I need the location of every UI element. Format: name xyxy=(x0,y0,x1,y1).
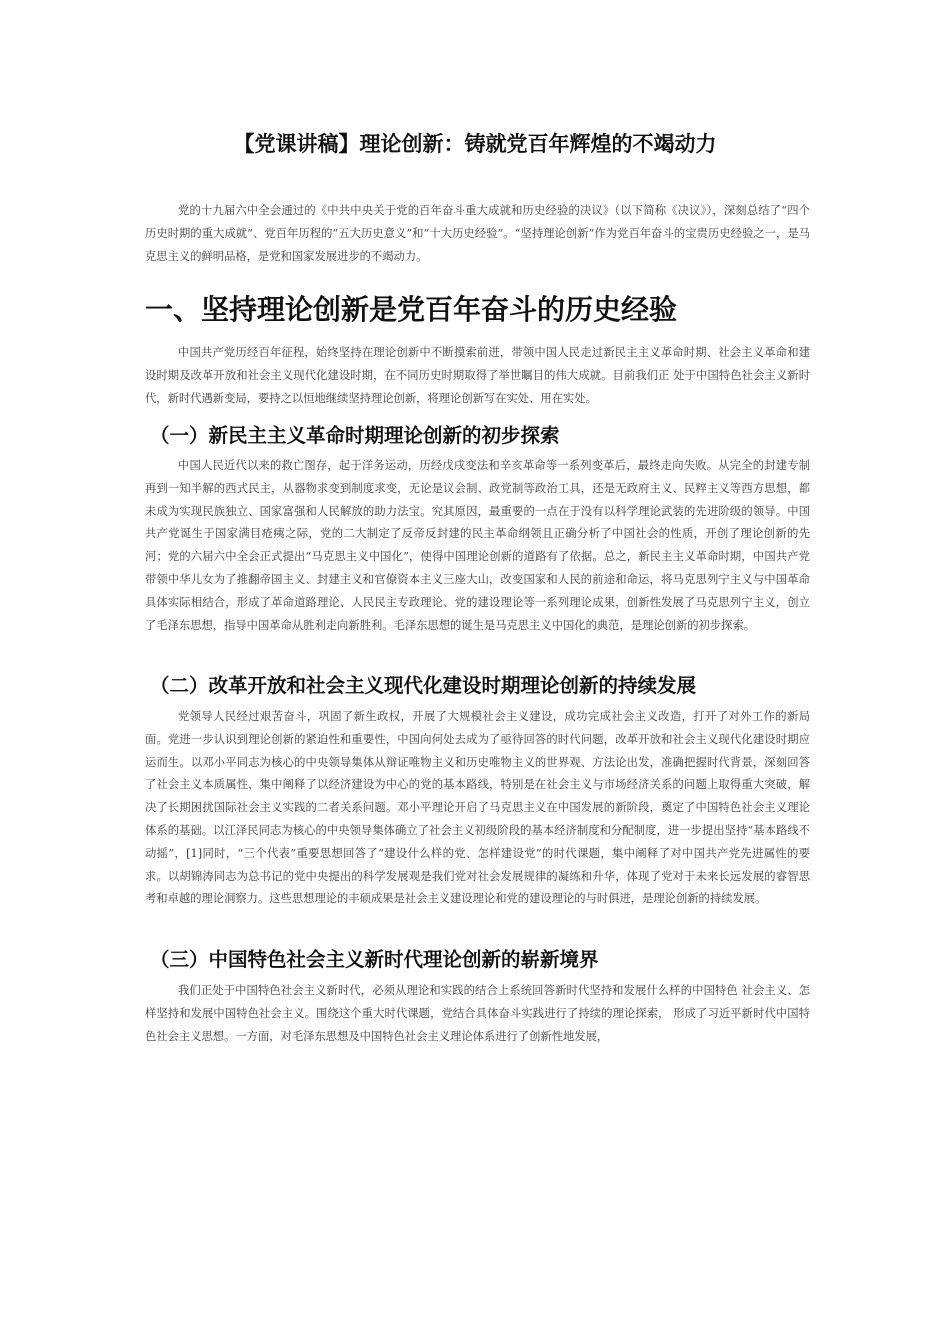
subsection-3-paragraph: 我们正处于中国特色社会主义新时代，必须从理论和实践的结合上系统回答新时代坚持和发展什么样的中国特色 社会主义、怎样坚持和发展中国特色社会主义。围绕这个重大时代课题，党结合具体奋斗实践进行了持续的理论探索， 形成了习近平新时代中国特色社会主义思想。一方面，对毛泽东思想及中国特色社会主义理论体系进行了创新性地发展， xyxy=(145,984,810,1043)
subsection-2-paragraph: 党领导人民经过艰苦奋斗，巩固了新生政权，开展了大规模社会主义建设，成功完成社会主义改造，打开了对外工作的新局面。党进一步认识到理论创新的紧迫性和重要性，中国向何处去成为了亟待回答的时代问题，改革开放和社会主义现代化建设时期应运而生。以邓小平同志为核心的中央领导集体从辩证唯物主义和历史唯物主义的世界观、方法论出发，准确把握时代背景，深刻回答了社会主义本质属性，集中阐释了以经济建设为中心的党的基本路线，特别是在社会主义与市场经济关系的问题上取得重大突破，解决了长期困扰国际社会主义实践的二者关系问题。邓小平理论开启了马克思主义在中国发展的新阶段，奠定了中国特色社会主义理论体系的基础。以江泽民同志为核心的中央领导集体确立了社会主义初级阶段的基本经济制度和分配制度，进一步提出坚持“基本路线不动摇”，[1]同时，“三个代表”重要思想回答了“建设什么样的党、怎样建设党”的时代课题，集中阐释了对中国共产党先进属性的要求。以胡锦涛同志为总书记的党中央提出的科学发展观是我们党对社会发展规律的凝练和升华，体现了党对于未来长远发展的睿智思考和卓越的理论洞察力。这些思想理论的丰硕成果是社会主义建设理论和党的建设理论的与时俱进，是理论创新的持续发展。 xyxy=(145,710,810,906)
subsection-2-heading: （二）改革开放和社会主义现代化建设时期理论创新的持续发展 xyxy=(150,674,697,697)
section-1-paragraph: 中国共产党历经百年征程，始终坚持在理论创新中不断摸索前进，带领中国人民走过新民主主义革命时期、社会主义革命和建设时期及改革开放和社会主义现代化建设时期，在不同历史时期取得了举世瞩目的伟大成就。目前我们正 处于中国特色社会主义新时代，新时代遇新变局，要持之以恒地继续坚持理论创新，将理论创新写在实处、用在实处。 xyxy=(145,346,810,405)
subsection-3-heading: （三）中国特色社会主义新时代理论创新的崭新境界 xyxy=(150,948,599,971)
subsection-1-heading: （一）新民主主义革命时期理论创新的初步探索 xyxy=(150,424,560,447)
intro-paragraph: 党的十九届六中全会通过的《中共中央关于党的百年奋斗重大成就和历史经验的决议》（以下简称《决议》），深刻总结了“四个历史时期的重大成就”、党百年历程的“五大历史意义”和“十大历史经验”。“坚持理论创新”作为党百年奋斗的宝贵历史经验之一，是马克思主义的鲜明品格，是党和国家发展进步的不竭动力。 xyxy=(145,204,810,263)
subsection-1-paragraph: 中国人民近代以来的救亡图存，起于洋务运动，历经戊戌变法和辛亥革命等一系列变革后，最终走向失败。从完全的封建专制再到一知半解的西式民主，从器物求变到制度求变，无论是议会制、政党制等政治工具，还是无政府主义、民粹主义等西方思想，都未成为实现民族独立、国家富强和人民解放的助力法宝。究其原因，最重要的一点在于没有以科学理论武装的先进阶级的领导。中国共产党诞生于国家满目疮痍之际，党的二大制定了反帝反封建的民主革命纲领且正确分析了中国社会的性质，开创了理论创新的先河；党的六届六中全会正式提出“马克思主义中国化”，使得中国理论创新的道路有了依据。总之，新民主主义革命时期，中国共产党带领中华儿女为了推翻帝国主义、封建主义和官僚资本主义三座大山，改变国家和人民的前途和命运，将马克思列宁主义与中国革命具体实际相结合，形成了革命道路理论、人民民主专政理论、党的建设理论等一系列理论成果，创新性发展了马克思列宁主义，创立了毛泽东思想，指导中国革命从胜利走向新胜利。毛泽东思想的诞生是马克思主义中国化的典范，是理论创新的初步探索。 xyxy=(145,459,810,632)
section-1-heading: 一、坚持理论创新是党百年奋斗的历史经验 xyxy=(145,293,678,326)
document-title: 【党课讲稿】理论创新：铸就党百年辉煌的不竭动力 xyxy=(233,132,717,156)
